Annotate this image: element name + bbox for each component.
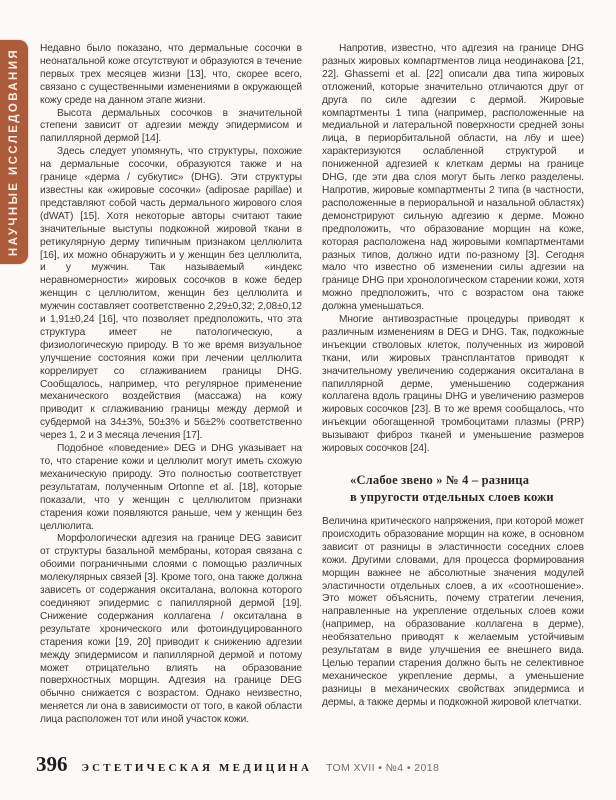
paragraph: Здесь следует упомянуть, что структуры, похожие на дермальные сосочки, образуются также и на границе «дерма / субкутис» (DHG). Эти структуры известны как «жировые сосочки» (adiposae papillae) и представляют собой часть дермального жирового слоя (dWAT) [15]. Хотя некоторые авторы считают такие значительные выступы подкожной жировой ткани в ретикулярную дерму типичным признаком целлюлита [16], их можно обнаружить и у женщин без целлюлита, и у мужчин. Так называемый «индекс неравномерности» жировых сосочков в коже бедер женщин с целлюлитом, женщин без целлюлита и мужчин составляет соответственно 2,29±0,32; 2,08±0,12 и 1,91±0,24 [16], что позволяет предположить, что эта структура имеет не патологическую, а физиологическую природу. В то же время визуальное улучшение состояния кожи при лечении целлюлита коррелирует со сглаживанием границы DHG. Сообщалось, например, что регулярное применение механического воздействия (массажа) на кожу приводит к сглаживанию границы между дермой и субдермой на 34±3%, 50±3% и 56±2% соответственно через 1, 2 и 3 месяца лечения [17]. [40, 146, 302, 442]
issue-info: ТОМ XVII • №4 • 2018 [326, 762, 440, 774]
text-column-right [322, 43, 584, 727]
paragraph: Высота дермальных сосочков в значительной степени зависит от адгезии между эпидермисом и папиллярной дермой [14]. [40, 107, 302, 145]
article-body [40, 43, 584, 727]
paragraph: Многие антивозрастные процедуры приводят к различным изменениям в DEG и DHG. Так, подкожные инъекции стволовых клеток, полученных из жировой ткани, или жировых трансплантатов приводят к значительному увеличению содержания окситалана в папиллярной дерме, уменьшению содержания коллагена вдоль грацины DHG и увеличению размеров жировых сосочков [23]. В то же время сообщалось, что инъекции обогащенной тромбоцитами плазмы (PRP) вызывают фиброз тканей и уменьшение размеров жировых сосочков [24]. [322, 314, 584, 455]
paragraph: Недавно было показано, что дермальные сосочки в неонатальной коже отсутствуют и образуются в течение первых трех месяцев жизни [13], что, скорее всего, связано с существенными изменениями в окружающей кожу среде на данном этапе жизни. [40, 43, 302, 106]
page-footer [36, 752, 439, 777]
paragraph: Подобное «поведение» DEG и DHG указывает на то, что старение кожи и целлюлит могут иметь схожую механическую природу. Это полностью соответствует результатам, полученным Ortonne et al. [18], которые показали, что у женщин с целлюлитом признаки старения кожи появляются раньше, чем у женщин без целлюлита. [40, 443, 302, 532]
paragraph: Величина критического напряжения, при которой может происходить образование морщин на коже, в основном зависит от разницы в эластичности соседних слоев кожи. Другими словами, для процесса формирования морщин важнее не абсолютные значения модулей эластичности отдельных слоев, а их «соотношение». Это может объяснить, почему стратегии лечения, направленные на укрепление отдельных слоев кожи (например, на образование коллагена в дерме), необязательно приводят к желаемым устойчивым результатам в виде улучшения ее внешнего вида. Целью терапии старения должно быть не селективное механическое укрепление дермы, а уменьшение разницы в механических свойствах эпидермиса и дермы, а также дермы и подкожной жировой клетчатки. [322, 516, 584, 708]
section-tab [0, 40, 28, 264]
text-column-left [40, 43, 302, 727]
section-tab-label: НАУЧНЫЕ ИССЛЕДОВАНИЯ [8, 47, 20, 257]
paragraph: Морфологически адгезия на границе DEG зависит от структуры базальной мембраны, которая связана с обоими пограничными слоями с помощью различных молекулярных связей [3]. Кроме того, она также должна зависеть от содержания окситалана, волокна которого соединяют эпидермис с папиллярной дермой [19]. Снижение содержания коллагена / окситалана в результате хронического или фотоиндуцированного старения кожи [19, 20] приводит к снижению адгезии между эпидермисом и папиллярной дермой и потому может отрицательно влиять на образование поверхностных морщин. Адгезия на границе DEG обычно снижается с возрастом. Однако неизвестно, меняется ли она в зависимости от того, в какой области лица расположен тот или иной участок кожи. [40, 533, 302, 726]
page-number: 396 [36, 752, 68, 776]
paragraph: Напротив, известно, что адгезия на границе DHG разных жировых компартментов лица неодинакова [21, 22]. Ghassemi et al. [22] описали два типа жировых отложений, которые значительно отличаются друг от друга по силе адгезии с дермой. Жировые компартменты 1 типа (например, расположенные на медиальной и латеральной поверхности средней зоны лица, в периорбитальной области, на лбу и шее) характеризуются ослабленной структурой и пониженной адгезией к клеткам дермы на границе DHG, где эти два слоя могут быть легко разделены. Напротив, жировые компартменты 2 типа (в частности, расположенные в периоральной и назальной областях) демонстрируют сильную адгезию к дерме. Можно предположить, что образование морщин на коже, которая расположена над жировыми компартментами разных типов, должно идти по-разному [3]. Сегодня мало что известно об изменении силы адгезии на границе DHG при хронологическом старении кожи, хотя можно предположить, что с возрастом она также должна уменьшаться. [322, 43, 584, 313]
journal-title: ЭСТЕТИЧЕСКАЯ МЕДИЦИНА [81, 762, 313, 774]
section-heading: «Слабое звено » № 4 – разница в упругости отдельных слоев кожи [350, 473, 554, 504]
